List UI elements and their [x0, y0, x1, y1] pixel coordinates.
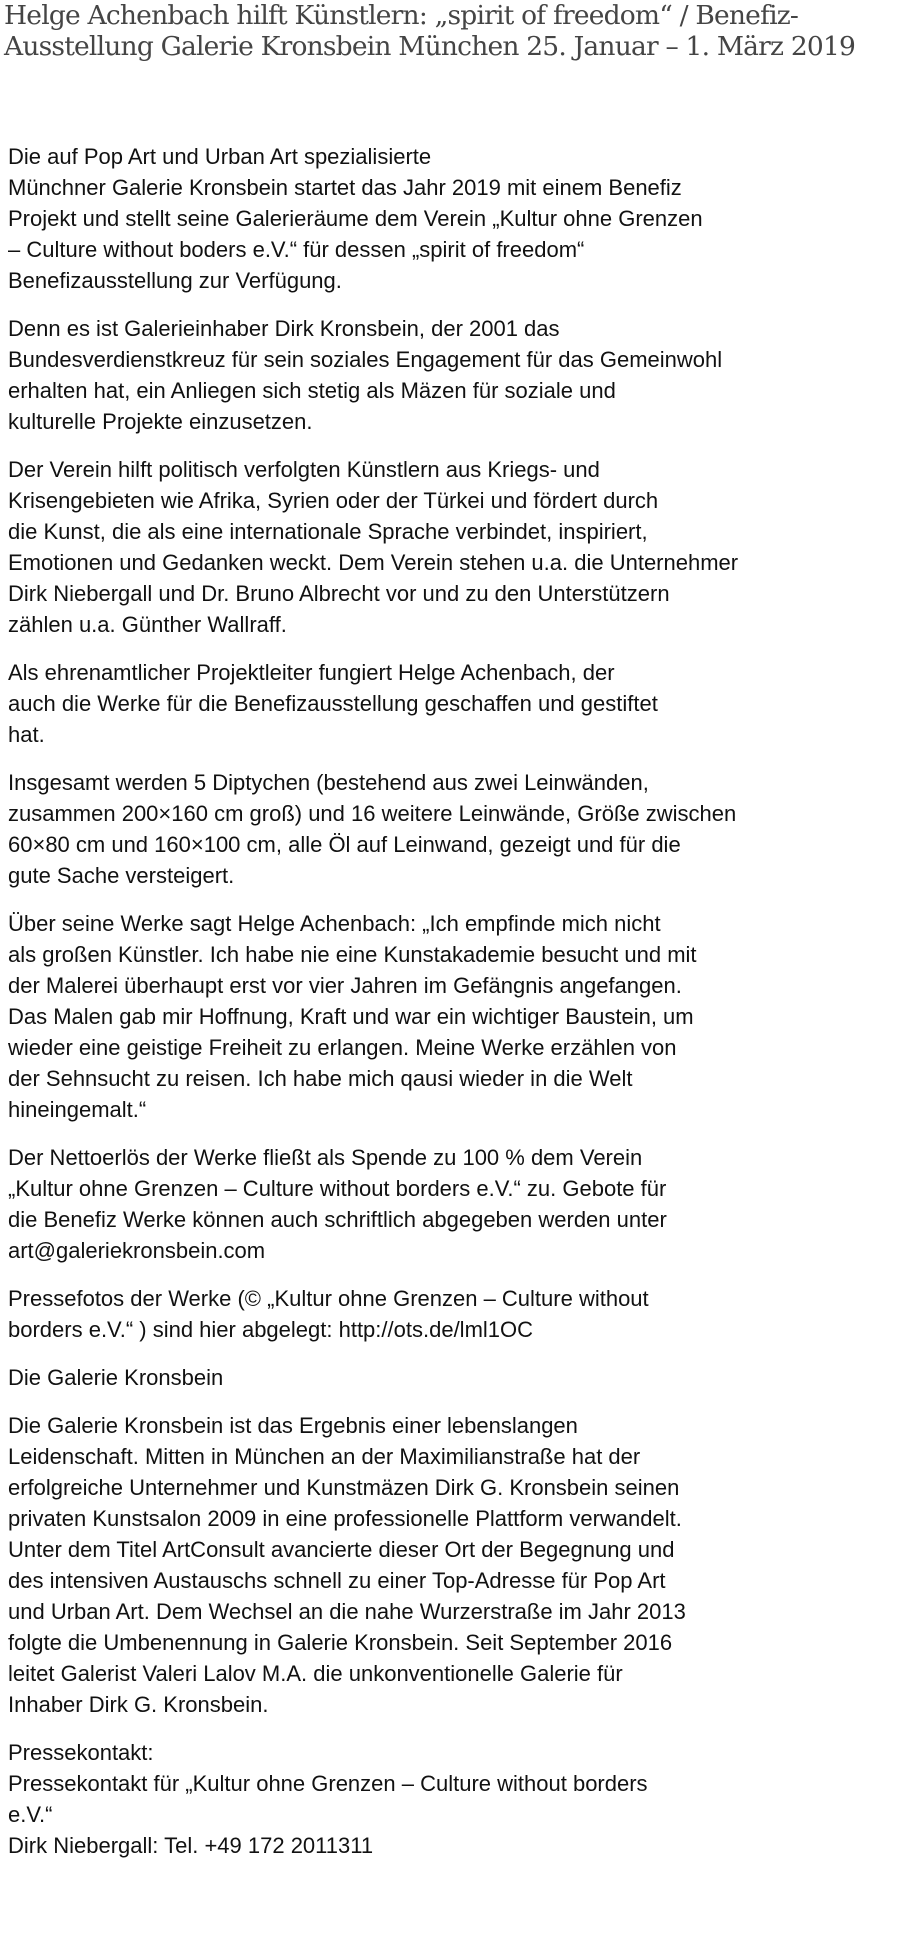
- association-paragraph: [8, 454, 898, 640]
- works-paragraph: [8, 767, 898, 891]
- title-line: Benefiz-Ausstellung Galerie Kronsbein München 25. Januar: [4, 0, 799, 62]
- text-line: Bundesverdienstkreuz für sein soziales Engagement für das Gemeinwohl: [8, 347, 723, 372]
- text-line: wieder eine geistige Freiheit zu erlangen. Meine Werke erzählen von: [8, 1035, 677, 1060]
- text-line: e.V.“: [8, 1802, 53, 1827]
- text-line: Inhaber Dirk G. Kronsbein.: [8, 1692, 269, 1717]
- proceeds-paragraph: [8, 1142, 898, 1266]
- text-line: Krisengebieten wie Afrika, Syrien oder der Türkei und fördert durch: [8, 488, 659, 513]
- text-line: Das Malen gab mir Hoffnung, Kraft und war ein wichtiger Baustein, um: [8, 1004, 694, 1029]
- text-line: erfolgreiche Unternehmer und Kunstmäzen Dirk G. Kronsbein seinen: [8, 1475, 680, 1500]
- text-line: art@galeriekronsbein.com: [8, 1238, 266, 1263]
- text-line: – Culture without boders e.V.“ für dessen „spirit of freedom“: [8, 237, 585, 262]
- text-line: Die Galerie Kronsbein ist das Ergebnis einer lebenslangen: [8, 1413, 578, 1438]
- text-line: Pressekontakt für „Kultur ohne Grenzen – Culture without borders: [8, 1771, 648, 1796]
- text-line: Münchner Galerie Kronsbein startet das Jahr 2019 mit einem Benefiz: [8, 175, 682, 200]
- text-line: „Kultur ohne Grenzen – Culture without borders e.V.“ zu. Gebote für: [8, 1176, 667, 1201]
- text-line: 60×80 cm und 160×100 cm, alle Öl auf Leinwand, gezeigt und für die: [8, 832, 681, 857]
- quote-paragraph: [8, 908, 898, 1125]
- text-line: Dirk Niebergall und Dr. Bruno Albrecht vor und zu den Unterstützern: [8, 581, 670, 606]
- article-body: [8, 141, 898, 1878]
- title-line: Helge Achenbach hilft Künstlern: „spirit of freedom“ /: [4, 0, 688, 31]
- text-line: zusammen 200×160 cm groß) und 16 weitere Leinwände, Größe zwischen: [8, 801, 737, 826]
- text-line: kulturelle Projekte einzusetzen.: [8, 409, 313, 434]
- gallery-heading: [8, 1362, 898, 1393]
- text-line: privaten Kunstsalon 2009 in eine professionelle Plattform verwandelt.: [8, 1506, 682, 1531]
- text-line: Der Nettoerlös der Werke fließt als Spende zu 100 % dem Verein: [8, 1145, 643, 1170]
- text-line: gute Sache versteigert.: [8, 863, 235, 888]
- text-line: erhalten hat, ein Anliegen sich stetig als Mäzen für soziale und: [8, 378, 616, 403]
- text-line: Die Galerie Kronsbein: [8, 1365, 224, 1390]
- intro-paragraph: [8, 141, 898, 296]
- founder-paragraph: [8, 313, 898, 437]
- gallery-paragraph: [8, 1410, 898, 1720]
- text-line: Die auf Pop Art und Urban Art spezialisierte: [8, 144, 432, 169]
- text-line: die Benefiz Werke können auch schriftlich abgegeben werden unter: [8, 1207, 667, 1232]
- text-line: Der Verein hilft politisch verfolgten Künstlern aus Kriegs- und: [8, 457, 600, 482]
- text-line: Dirk Niebergall: Tel. +49 172 2011311: [8, 1833, 374, 1858]
- text-line: Unter dem Titel ArtConsult avancierte dieser Ort der Begegnung und: [8, 1537, 675, 1562]
- text-line: Als ehrenamtlicher Projektleiter fungiert Helge Achenbach, der: [8, 660, 615, 685]
- text-line: leitet Galerist Valeri Lalov M.A. die unkonventionelle Galerie für: [8, 1661, 623, 1686]
- text-line: hineingemalt.“: [8, 1097, 147, 1122]
- text-line: borders e.V.“ ) sind hier abgelegt: http://ots.de/lml1OC: [8, 1317, 534, 1342]
- title-line: – 1. März 2019: [665, 31, 856, 62]
- text-line: Pressefotos der Werke (© „Kultur ohne Grenzen – Culture without: [8, 1286, 649, 1311]
- press-photos-paragraph: [8, 1283, 898, 1345]
- article-title: [4, 0, 896, 62]
- text-line: Benefizausstellung zur Verfügung.: [8, 268, 342, 293]
- text-line: und Urban Art. Dem Wechsel an die nahe Wurzerstraße im Jahr 2013: [8, 1599, 686, 1624]
- text-line: des intensiven Austauschs schnell zu einer Top-Adresse für Pop Art: [8, 1568, 666, 1593]
- text-line: als großen Künstler. Ich habe nie eine Kunstakademie besucht und mit: [8, 942, 697, 967]
- text-line: zählen u.a. Günther Wallraff.: [8, 612, 287, 637]
- text-line: die Kunst, die als eine internationale Sprache verbindet, inspiriert,: [8, 519, 648, 544]
- text-line: folgte die Umbenennung in Galerie Kronsbein. Seit September 2016: [8, 1630, 673, 1655]
- text-line: Denn es ist Galerieinhaber Dirk Kronsbein, der 2001 das: [8, 316, 560, 341]
- text-line: Emotionen und Gedanken weckt. Dem Verein stehen u.a. die Unternehmer: [8, 550, 739, 575]
- project-lead-paragraph: [8, 657, 898, 750]
- text-line: Insgesamt werden 5 Diptychen (bestehend aus zwei Leinwänden,: [8, 770, 649, 795]
- text-line: der Malerei überhaupt erst vor vier Jahren im Gefängnis angefangen.: [8, 973, 682, 998]
- text-line: Projekt und stellt seine Galerieräume dem Verein „Kultur ohne Grenzen: [8, 206, 703, 231]
- press-contact-paragraph: [8, 1737, 898, 1861]
- text-line: Über seine Werke sagt Helge Achenbach: „Ich empfinde mich nicht: [8, 911, 661, 936]
- text-line: auch die Werke für die Benefizausstellung geschaffen und gestiftet: [8, 691, 658, 716]
- text-line: Pressekontakt:: [8, 1740, 154, 1765]
- text-line: der Sehnsucht zu reisen. Ich habe mich qausi wieder in die Welt: [8, 1066, 633, 1091]
- text-line: Leidenschaft. Mitten in München an der Maximilianstraße hat der: [8, 1444, 641, 1469]
- text-line: hat.: [8, 722, 45, 747]
